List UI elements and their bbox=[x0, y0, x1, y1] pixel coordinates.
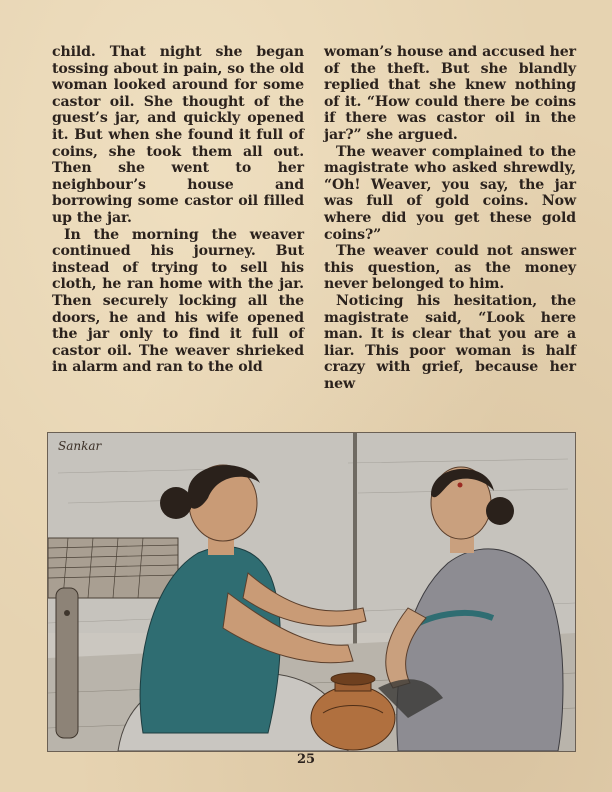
artist-signature: Sankar bbox=[58, 439, 102, 453]
paragraph: The weaver complained to the magistrate who asked shrewdly, “Oh! Weaver, you say, the jar was full of gold coins. Now where did you get these gold coins?” bbox=[324, 143, 576, 243]
story-illustration bbox=[47, 432, 576, 752]
paragraph: child. That night she began tossing about in pain, so the old woman looked around for some castor oil. She thought of the guest’s jar, and quickly opened it. But when she found it full of coins, she took them all out. Then she went to her neighbour’s house and borrowing some castor oil filled up the jar. bbox=[52, 44, 304, 226]
paragraph: In the morning the weaver continued his journey. But instead of trying to sell his cloth, he ran home with the jar. Then securely locking all the doors, he and his wife opened the jar only to find it full of castor oil. The weaver shrieked in alarm and ran to the old bbox=[52, 226, 304, 376]
paragraph: Noticing his hesitation, the magistrate said, “Look here man. It is clear that you are a liar. This poor woman is half crazy with grief, because her new bbox=[324, 292, 576, 392]
right-text-column bbox=[324, 44, 576, 392]
left-text-column bbox=[52, 44, 304, 376]
two-women-with-pot-illustration bbox=[48, 433, 575, 751]
page-number: 25 bbox=[296, 752, 316, 767]
paragraph: woman’s house and accused her of the theft. But she blandly replied that she knew nothing of it. “How could there be coins if there was castor oil in the jar?” she argued. bbox=[324, 44, 576, 143]
paragraph: The weaver could not answer this question, as the money never belonged to him. bbox=[324, 243, 576, 293]
